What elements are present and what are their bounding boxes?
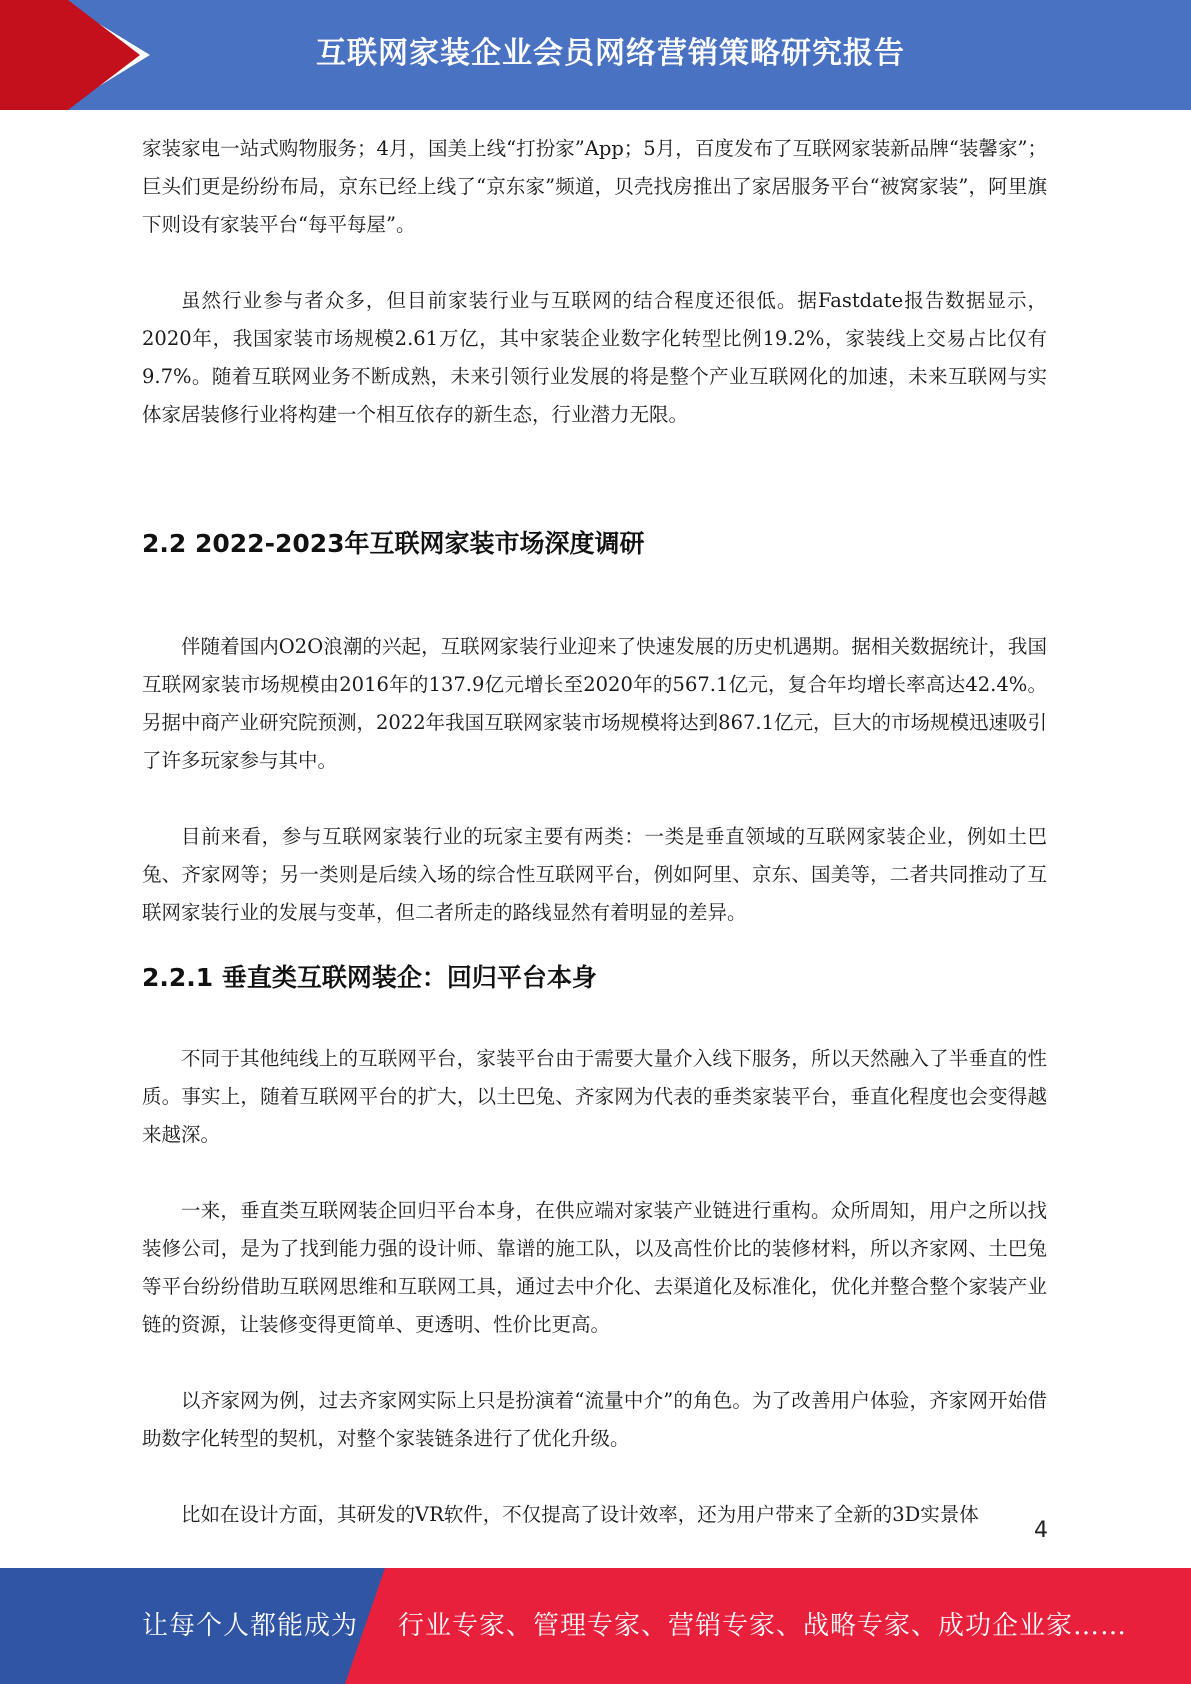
paragraph-4: 目前来看，参与互联网家装行业的玩家主要有两类：一类是垂直领域的互联网家装企业，例如土巴兔、齐家网等；另一类则是后续入场的综合性互联网平台，例如阿里、京东、国美等，二者共同推动了互联网家装行业的发展与变革，但二者所走的路线显然有着明显的差异。: [142, 825, 1047, 924]
section-heading-2-2: 2.2 2022-2023年互联网家装市场深度调研: [142, 529, 645, 558]
document-body: [142, 130, 1047, 1534]
footer-slogan-right: 行业专家、管理专家、营销专家、战略专家、成功企业家……: [398, 1611, 1128, 1641]
paragraph-3: 伴随着国内O2O浪潮的兴起，互联网家装行业迎来了快速发展的历史机遇期。据相关数据统计，我国互联网家装市场规模由2016年的137.9亿元增长至2020年的567.1亿元，复合年均增长率高达42.4%。另据中商产业研究院预测，2022年我国互联网家装市场规模将达到867.1亿元，巨大的市场规模迅速吸引了许多玩家参与其中。: [142, 635, 1047, 772]
footer-slogan-left: 让每个人都能成为: [142, 1611, 359, 1641]
page-header: [0, 0, 1191, 110]
header-title: 互联网家装企业会员网络营销策略研究报告: [316, 36, 905, 71]
paragraph-7: 以齐家网为例，过去齐家网实际上只是扮演着“流量中介”的角色。为了改善用户体验，齐家网开始借助数字化转型的契机，对整个家装链条进行了优化升级。: [142, 1389, 1047, 1450]
section-heading-2-2-1: 2.2.1 垂直类互联网装企：回归平台本身: [142, 963, 597, 992]
paragraph-6: 一来，垂直类互联网装企回归平台本身，在供应端对家装产业链进行重构。众所周知，用户之所以找装修公司，是为了找到能力强的设计师、靠谱的施工队，以及高性价比的装修材料，所以齐家网、土巴兔等平台纷纷借助互联网思维和互联网工具，通过去中介化、去渠道化及标准化，优化并整合整个家装产业链的资源，让装修变得更简单、更透明、性价比更高。: [142, 1199, 1047, 1336]
page-number: 4: [1034, 1518, 1048, 1543]
paragraph-1: 家装家电一站式购物服务；4月，国美上线“打扮家”App；5月，百度发布了互联网家装新品牌“装馨家”；巨头们更是纷纷布局，京东已经上线了“京东家”频道，贝壳找房推出了家居服务平台“被窝家装”，阿里旗下则设有家装平台“每平每屋”。: [142, 137, 1047, 236]
paragraph-5: 不同于其他纯线上的互联网平台，家装平台由于需要大量介入线下服务，所以天然融入了半垂直的性质。事实上，随着互联网平台的扩大，以土巴兔、齐家网为代表的垂类家装平台，垂直化程度也会变得越来越深。: [142, 1047, 1047, 1146]
page-footer: [0, 1568, 1191, 1684]
header-arrow-graphic: [0, 0, 160, 110]
paragraph-2: 虽然行业参与者众多，但目前家装行业与互联网的结合程度还很低。据Fastdate报告数据显示，2020年，我国家装市场规模2.61万亿，其中家装企业数字化转型比例19.2%，家装线上交易占比仅有9.7%。随着互联网业务不断成熟，未来引领行业发展的将是整个产业互联网化的加速，未来互联网与实体家居装修行业将构建一个相互依存的新生态，行业潜力无限。: [142, 289, 1047, 426]
paragraph-8: 比如在设计方面，其研发的VR软件，不仅提高了设计效率，还为用户带来了全新的3D实景体: [181, 1503, 979, 1526]
